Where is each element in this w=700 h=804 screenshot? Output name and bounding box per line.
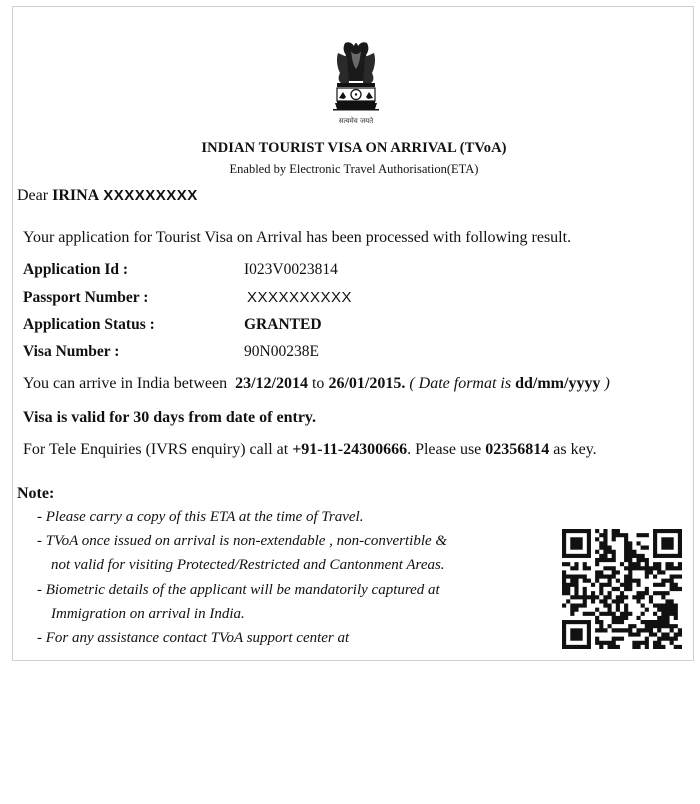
date-format-prefix: ( Date format is	[409, 375, 512, 392]
note-item-continuation: not valid for visiting Protected/Restricted and Cantonment Areas.	[51, 557, 445, 573]
qr-code	[562, 529, 682, 649]
enquiry-suffix: as key.	[553, 441, 597, 458]
arrival-window	[23, 375, 610, 393]
arrival-connector: to	[311, 375, 325, 392]
note-item: - Biometric details of the applicant will be mandatorily captured at	[37, 582, 440, 598]
qr-finder-pattern	[562, 529, 591, 558]
qr-finder-pattern	[562, 620, 591, 649]
notes-heading: Note:	[17, 485, 55, 502]
arrival-start-date: 23/12/2014	[235, 375, 308, 392]
qr-finder-pattern	[653, 529, 682, 558]
date-format: dd/mm/yyyy	[515, 375, 601, 392]
enquiry-phone: +91-11-24300666	[292, 441, 408, 458]
intro-text: Your application for Tourist Visa on Arrival has been processed with following result.	[23, 229, 572, 246]
note-item: - Please carry a copy of this ETA at the time of Travel.	[37, 509, 364, 525]
application-id-value: I023V0023814	[244, 261, 338, 278]
note-item-continuation: Immigration on arrival in India.	[51, 606, 245, 622]
visa-number-label: Visa Number :	[23, 343, 120, 360]
greeting	[17, 187, 198, 205]
greeting-salutation: Dear	[17, 187, 49, 204]
application-id-label: Application Id :	[23, 261, 129, 278]
enquiry-key: 02356814	[485, 441, 550, 458]
greeting-surname-masked: XXXXXXXXX	[103, 187, 198, 204]
application-status-label: Application Status :	[23, 316, 155, 333]
eta-document	[12, 6, 694, 661]
date-format-suffix: )	[604, 375, 610, 392]
visa-number-value: 90N00238E	[244, 343, 319, 360]
enquiry-line	[23, 441, 597, 459]
enquiry-prefix: For Tele Enquiries (IVRS enquiry) call at	[23, 441, 289, 458]
svg-text:सत्यमेव जयते: सत्यमेव जयते	[338, 117, 374, 125]
application-status-value: GRANTED	[244, 316, 322, 333]
enquiry-middle: . Please use	[407, 441, 482, 458]
national-emblem-icon	[329, 37, 383, 129]
arrival-prefix: You can arrive in India between	[23, 375, 228, 392]
passport-number-value: XXXXXXXXXX	[247, 289, 353, 306]
greeting-first-name: IRINA	[52, 187, 100, 204]
document-subtitle: Enabled by Electronic Travel Authorisation(ETA)	[229, 162, 479, 176]
validity-text: Visa is valid for 30 days from date of entry.	[23, 409, 317, 426]
note-item: - TVoA once issued on arrival is non-extendable , non-convertible &	[37, 533, 448, 549]
arrival-end-date: 26/01/2015.	[328, 375, 406, 392]
note-item: - For any assistance contact TVoA support center at	[37, 630, 350, 646]
document-title: INDIAN TOURIST VISA ON ARRIVAL (TVoA)	[201, 140, 507, 156]
passport-number-label: Passport Number :	[23, 289, 149, 306]
